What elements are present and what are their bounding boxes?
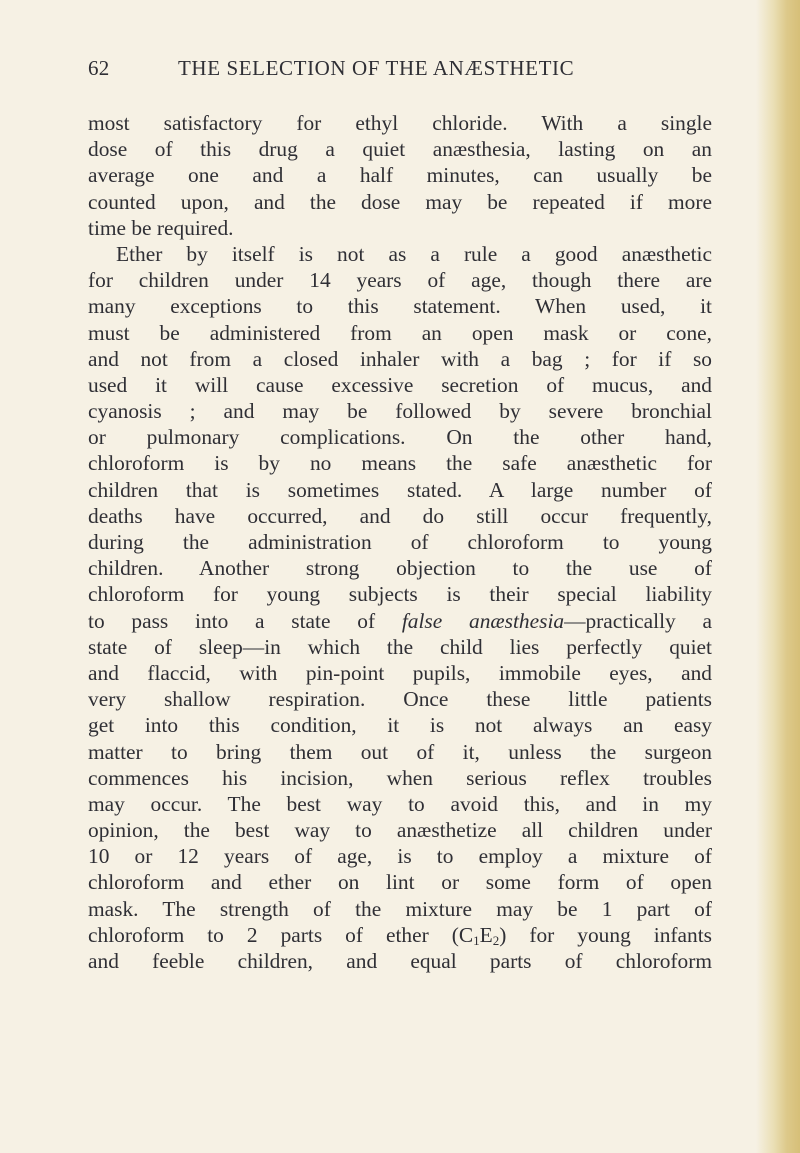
text-line: may occur. The best way to avoid this, and in my <box>88 791 712 816</box>
text-line: dose of this drug a quiet anæsthesia, lasting on an <box>88 137 712 162</box>
text-run: chloroform to 2 parts of ether (C <box>88 922 474 947</box>
text-line: and not from a closed inhaler with a bag ; for if so <box>88 346 712 371</box>
text-run: to pass into a state of <box>88 608 402 633</box>
text-line: and flaccid, with pin-point pupils, immobile eyes, and <box>88 660 712 685</box>
text-line: state of sleep—in which the child lies perfectly quiet <box>88 634 712 659</box>
text-line: mask. The strength of the mixture may be 1 part of <box>88 896 712 921</box>
text-line: or pulmonary complications. On the other hand, <box>88 425 712 450</box>
text-line: chloroform and ether on lint or some form of open <box>88 870 712 895</box>
text-line: and feeble children, and equal parts of chloroform <box>88 949 712 973</box>
text-line: matter to bring them out of it, unless the surgeon <box>88 739 712 764</box>
text-line: time be required. <box>88 215 234 240</box>
text-line: chloroform for young subjects is their special liability <box>88 582 712 607</box>
text-line: children. Another strong objection to the use of <box>88 556 712 581</box>
formula-subscript: 2 <box>492 932 500 948</box>
paragraph-2 <box>88 241 712 974</box>
text-line: get into this condition, it is not always an easy <box>88 713 712 738</box>
text-line: very shallow respiration. Once these little patients <box>88 687 712 712</box>
text-line-with-italic <box>88 608 712 634</box>
italic-term: false anæsthesia <box>401 608 565 633</box>
text-line: 10 or 12 years of age, is to employ a mixture of <box>88 844 712 869</box>
text-line: most satisfactory for ethyl chloride. With a single <box>88 111 712 135</box>
text-line: chloroform is by no means the safe anæsthetic for <box>88 451 712 476</box>
text-line-with-formula <box>88 922 712 948</box>
text-line: children that is sometimes stated. A large number of <box>88 477 712 502</box>
text-line: counted upon, and the dose may be repeated if more <box>88 189 712 214</box>
paragraph-1 <box>88 110 712 241</box>
page-header <box>88 56 718 90</box>
text-line: for children under 14 years of age, though there are <box>88 268 712 293</box>
text-line: opinion, the best way to anæsthetize all children under <box>88 818 712 843</box>
text-line: cyanosis ; and may be followed by severe bronchial <box>88 399 712 424</box>
text-line: deaths have occurred, and do still occur frequently, <box>88 503 712 528</box>
text-line: Ether by itself is not as a rule a good anæsthetic <box>116 241 712 266</box>
running-title: THE SELECTION OF THE ANÆSTHETIC <box>178 56 575 80</box>
body-text <box>88 110 712 974</box>
formula-letter: E <box>479 922 493 947</box>
page-edge-shading <box>756 0 800 1153</box>
text-line: must be administered from an open mask or cone, <box>88 320 712 345</box>
text-line: during the administration of chloroform to young <box>88 530 712 554</box>
text-line: average one and a half minutes, can usually be <box>88 163 712 188</box>
page-number: 62 <box>88 56 110 80</box>
formula-subscript: 1 <box>473 932 480 948</box>
text-line: commences his incision, when serious reflex troubles <box>88 765 712 790</box>
text-run: —practically a <box>564 608 713 633</box>
text-run: ) for young infants <box>499 922 712 947</box>
text-line: many exceptions to this statement. When used, it <box>88 294 712 319</box>
text-line: used it will cause excessive secretion of mucus, and <box>88 372 712 397</box>
